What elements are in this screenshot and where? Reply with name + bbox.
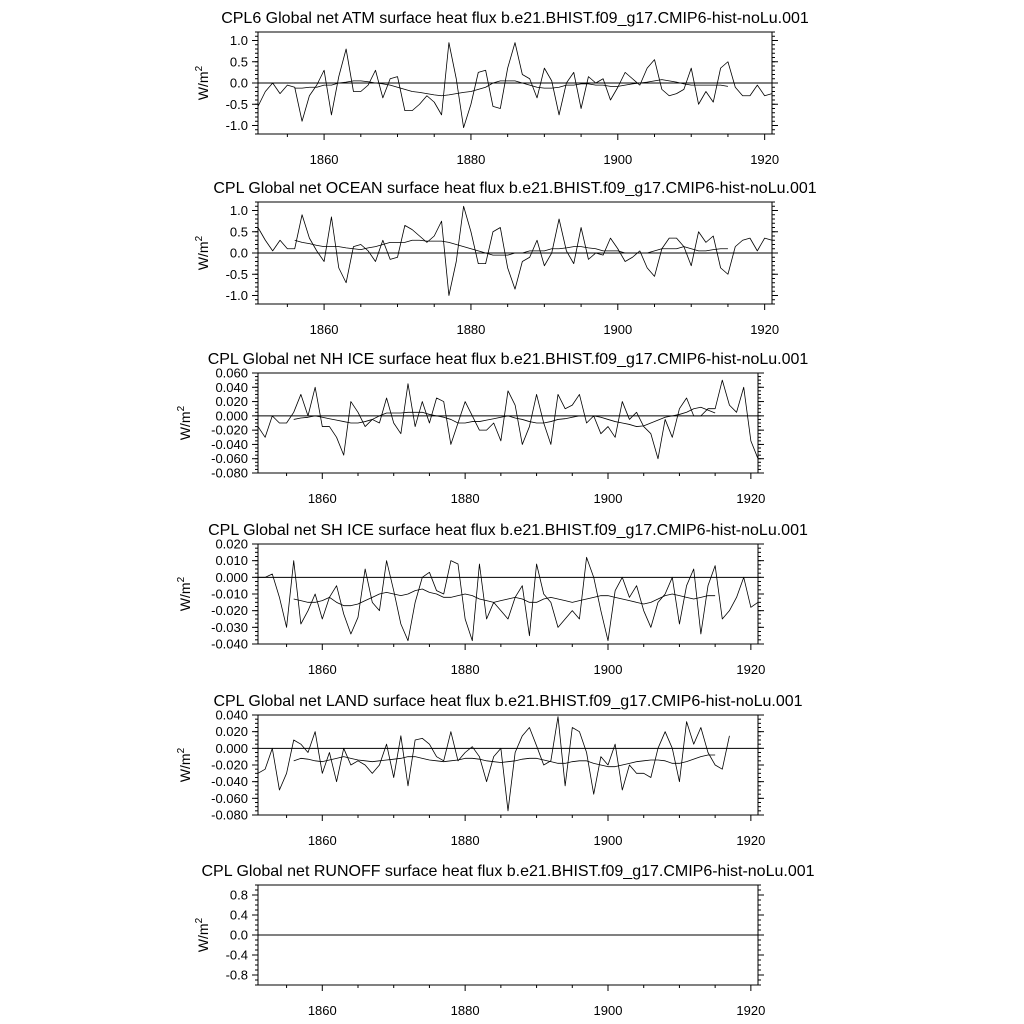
x-tick-label: 1860 [307,491,337,506]
x-tick-label: 1920 [750,152,780,167]
y-tick-label: 0.040 [215,379,248,395]
y-axis-label [176,405,193,440]
y-tick-label: 0.5 [229,54,248,70]
panel-title: CPL6 Global net ATM surface heat flux b.e21.BHIST.f09_g17.CMIP6-hist-noLu.001 [221,10,809,27]
y-tick-label: 0.000 [215,569,248,585]
panel-4 [176,522,808,677]
y-tick-label: -0.080 [211,807,248,823]
y-axis-label [176,576,193,611]
y-tick-label: 0.060 [215,365,248,381]
y-axis-label-superscript: 2 [194,235,205,242]
y-tick-label: -0.040 [211,774,248,790]
y-tick-label: -1.0 [225,288,248,303]
series-line-running-mean [294,755,715,767]
y-tick-label: 0.020 [215,394,248,410]
series-line-running-mean [295,80,728,96]
y-axis-label-superscript: 2 [176,576,187,583]
y-tick-label: -0.030 [211,619,248,635]
y-axis-label-text: W/m [195,241,211,271]
y-axis-label-superscript: 2 [194,65,205,72]
plot-frame [258,373,758,473]
y-tick-label: 1.0 [229,203,248,218]
series-line-annual [258,206,772,295]
y-tick-label: 0.0 [229,75,248,91]
x-tick-label: 1900 [593,662,623,677]
y-tick-label: 0.0 [229,927,248,943]
panel-3 [176,351,808,506]
x-tick-label: 1900 [603,322,633,337]
y-tick-label: 0.0 [229,245,248,261]
x-tick-label: 1860 [307,1003,337,1018]
y-axis-label-superscript: 2 [194,917,205,924]
y-tick-label: -0.020 [211,422,248,438]
x-tick-label: 1900 [593,1003,623,1018]
x-tick-label: 1880 [456,322,486,337]
x-tick-label: 1880 [450,662,480,677]
panel-title: CPL Global net RUNOFF surface heat flux b.e21.BHIST.f09_g17.CMIP6-hist-noLu.001 [201,863,815,880]
y-axis-label [176,747,193,782]
y-tick-label: -0.060 [211,790,248,806]
y-tick-label: 0.020 [215,536,248,552]
y-tick-label: -0.080 [211,465,248,481]
y-tick-label: -0.5 [225,266,248,282]
y-tick-label: 0.020 [215,724,248,740]
y-tick-label: 1.0 [229,33,248,48]
x-tick-label: 1860 [309,322,339,337]
y-tick-label: 0.040 [215,707,248,723]
x-tick-label: 1860 [309,152,339,167]
y-axis-label-text: W/m [177,411,193,441]
series-line-annual [258,717,729,811]
panel-2 [194,180,817,337]
panel-title: CPL Global net LAND surface heat flux b.e21.BHIST.f09_g17.CMIP6-hist-noLu.001 [213,693,803,710]
x-tick-label: 1860 [307,833,337,848]
y-tick-label: -0.060 [211,451,248,467]
panel-1 [194,10,809,167]
x-tick-label: 1880 [450,491,480,506]
x-tick-label: 1900 [593,833,623,848]
y-axis-label-text: W/m [195,71,211,101]
x-tick-label: 1880 [450,1003,480,1018]
x-tick-label: 1880 [450,833,480,848]
y-axis-label [194,917,211,952]
y-tick-label: 0.5 [229,224,248,240]
y-tick-label: -0.020 [211,603,248,619]
x-tick-label: 1900 [603,152,633,167]
y-tick-label: -0.020 [211,757,248,773]
y-tick-label: -0.4 [225,947,248,963]
panel-title: CPL Global net SH ICE surface heat flux b.e21.BHIST.f09_g17.CMIP6-hist-noLu.001 [208,522,808,539]
panel-title: CPL Global net NH ICE surface heat flux b.e21.BHIST.f09_g17.CMIP6-hist-noLu.001 [207,351,809,368]
x-tick-label: 1920 [736,833,766,848]
y-tick-label: 0.4 [229,907,248,923]
y-tick-label: -0.040 [211,636,248,652]
series-line-running-mean [294,589,715,606]
panel-title: CPL Global net OCEAN surface heat flux b.e21.BHIST.f09_g17.CMIP6-hist-noLu.001 [213,180,817,197]
x-tick-label: 1900 [593,491,623,506]
y-tick-label: -0.040 [211,436,248,452]
panel-6 [194,863,815,1018]
y-tick-label: -0.8 [225,967,248,983]
y-tick-label: 0.000 [215,740,248,756]
plot-frame [258,715,758,815]
y-axis-label-text: W/m [177,753,193,783]
x-tick-label: 1880 [456,152,486,167]
y-tick-label: -0.010 [211,586,248,602]
x-tick-label: 1920 [736,491,766,506]
y-axis-label-superscript: 2 [176,747,187,754]
x-tick-label: 1920 [750,322,780,337]
x-tick-label: 1920 [736,1003,766,1018]
y-axis-label-text: W/m [177,582,193,612]
y-tick-label: 0.000 [215,408,248,424]
plot-frame [258,544,758,644]
y-axis-label-superscript: 2 [176,405,187,412]
y-axis-label [194,65,211,100]
y-tick-label: -1.0 [225,118,248,133]
y-tick-label: 0.010 [215,553,248,569]
x-tick-label: 1920 [736,662,766,677]
y-axis-label-text: W/m [195,923,211,953]
panel-5 [176,693,803,848]
x-tick-label: 1860 [307,662,337,677]
y-tick-label: 0.8 [229,887,248,903]
y-tick-label: -0.5 [225,96,248,112]
y-axis-label [194,235,211,270]
